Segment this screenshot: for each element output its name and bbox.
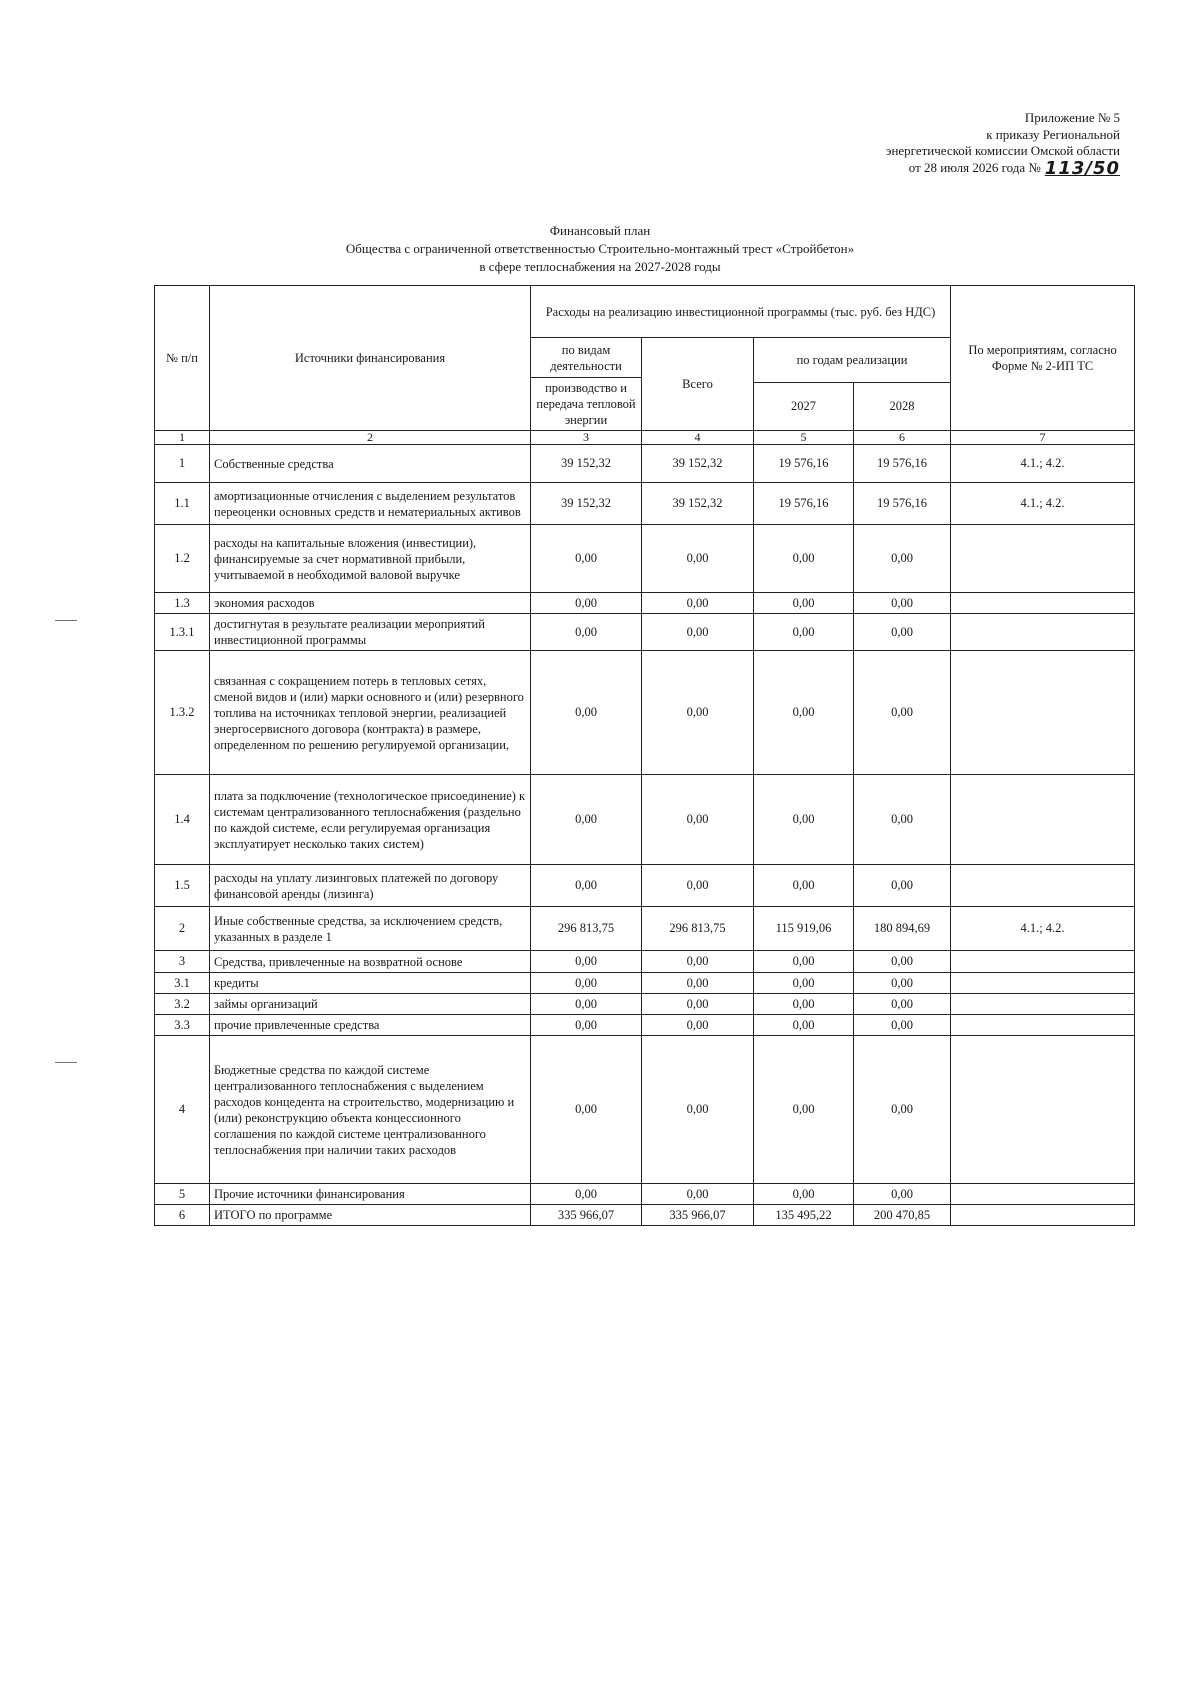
row-source-name: расходы на капитальные вложения (инвестиции), финансируемые за счет нормативной прибыли, учитываемой в необходимой валовой выручке xyxy=(210,525,531,593)
column-number-row xyxy=(155,431,1135,445)
table-row xyxy=(155,1205,1135,1226)
header-by-activity: по видам деятельности xyxy=(531,338,642,378)
row-measures xyxy=(951,973,1135,994)
row-measures: 4.1.; 4.2. xyxy=(951,907,1135,951)
row-value-total: 296 813,75 xyxy=(642,907,754,951)
row-source-name: Прочие источники финансирования xyxy=(210,1184,531,1205)
row-measures xyxy=(951,1015,1135,1036)
row-value-2028: 0,00 xyxy=(854,1015,951,1036)
row-value-2027: 0,00 xyxy=(754,865,854,907)
row-number: 5 xyxy=(155,1184,210,1205)
header-year-2027: 2027 xyxy=(754,382,854,430)
row-number: 4 xyxy=(155,1036,210,1184)
row-source-name: расходы на уплату лизинговых платежей по договору финансовой аренды (лизинга) xyxy=(210,865,531,907)
row-value-2028: 0,00 xyxy=(854,651,951,775)
row-value-production: 0,00 xyxy=(531,994,642,1015)
row-measures xyxy=(951,1184,1135,1205)
row-value-total: 0,00 xyxy=(642,994,754,1015)
row-value-2028: 19 576,16 xyxy=(854,445,951,483)
column-number: 7 xyxy=(951,431,1135,445)
row-value-total: 0,00 xyxy=(642,775,754,865)
row-number: 3.1 xyxy=(155,973,210,994)
column-number: 3 xyxy=(531,431,642,445)
row-value-2027: 0,00 xyxy=(754,651,854,775)
header-total: Всего xyxy=(642,338,754,431)
row-value-total: 335 966,07 xyxy=(642,1205,754,1226)
order-date: от 28 июля 2026 года № xyxy=(908,159,1041,175)
row-value-2028: 0,00 xyxy=(854,1184,951,1205)
row-value-2028: 200 470,85 xyxy=(854,1205,951,1226)
row-value-2027: 135 495,22 xyxy=(754,1205,854,1226)
row-number: 6 xyxy=(155,1205,210,1226)
row-number: 1.3.2 xyxy=(155,651,210,775)
row-measures xyxy=(951,1036,1135,1184)
row-value-2027: 0,00 xyxy=(754,614,854,651)
row-value-total: 0,00 xyxy=(642,973,754,994)
table-row xyxy=(155,483,1135,525)
appendix-header xyxy=(700,110,1120,177)
appendix-line: к приказу Региональной xyxy=(986,126,1120,142)
header-expenses: Расходы на реализацию инвестиционной программы (тыс. руб. без НДС) xyxy=(531,286,951,338)
row-value-2027: 0,00 xyxy=(754,1015,854,1036)
row-value-total: 0,00 xyxy=(642,951,754,973)
row-value-production: 39 152,32 xyxy=(531,445,642,483)
row-value-production: 0,00 xyxy=(531,1015,642,1036)
row-number: 1.1 xyxy=(155,483,210,525)
scan-mark xyxy=(55,1062,77,1063)
table-row xyxy=(155,593,1135,614)
row-value-production: 296 813,75 xyxy=(531,907,642,951)
row-value-production: 0,00 xyxy=(531,593,642,614)
order-number: 113/50 xyxy=(1044,157,1120,179)
row-value-production: 0,00 xyxy=(531,614,642,651)
row-value-total: 0,00 xyxy=(642,865,754,907)
column-number: 5 xyxy=(754,431,854,445)
title-line: Общества с ограниченной ответственностью Строительно-монтажный трест «Стройбетон» xyxy=(345,241,855,256)
row-value-2027: 0,00 xyxy=(754,525,854,593)
appendix-date-line xyxy=(700,157,1120,179)
row-source-name: достигнутая в результате реализации мероприятий инвестиционной программы xyxy=(210,614,531,651)
table-row xyxy=(155,1036,1135,1184)
row-source-name: кредиты xyxy=(210,973,531,994)
row-value-2028: 0,00 xyxy=(854,525,951,593)
row-value-2027: 0,00 xyxy=(754,973,854,994)
row-source-name: амортизационные отчисления с выделением результатов переоценки основных средств и нематериальных активов xyxy=(210,483,531,525)
row-value-2027: 0,00 xyxy=(754,1184,854,1205)
row-value-2028: 0,00 xyxy=(854,994,951,1015)
row-value-total: 39 152,32 xyxy=(642,445,754,483)
row-source-name: Средства, привлеченные на возвратной основе xyxy=(210,951,531,973)
table-row xyxy=(155,973,1135,994)
row-value-total: 0,00 xyxy=(642,1015,754,1036)
row-value-production: 0,00 xyxy=(531,1036,642,1184)
table-row xyxy=(155,994,1135,1015)
row-value-total: 0,00 xyxy=(642,1036,754,1184)
table-row xyxy=(155,614,1135,651)
title-line: Финансовый план xyxy=(549,223,651,238)
row-value-production: 39 152,32 xyxy=(531,483,642,525)
row-value-total: 0,00 xyxy=(642,651,754,775)
table-row xyxy=(155,775,1135,865)
row-number: 3 xyxy=(155,951,210,973)
table-row xyxy=(155,1184,1135,1205)
row-measures xyxy=(951,614,1135,651)
row-value-2027: 0,00 xyxy=(754,951,854,973)
row-number: 1.2 xyxy=(155,525,210,593)
row-value-total: 39 152,32 xyxy=(642,483,754,525)
row-source-name: ИТОГО по программе xyxy=(210,1205,531,1226)
document-title xyxy=(150,222,1050,276)
row-value-2028: 0,00 xyxy=(854,865,951,907)
row-number: 1 xyxy=(155,445,210,483)
row-number: 1.5 xyxy=(155,865,210,907)
column-number: 2 xyxy=(210,431,531,445)
row-number: 1.4 xyxy=(155,775,210,865)
title-line: в сфере теплоснабжения на 2027-2028 годы xyxy=(479,259,721,274)
header-year-2028: 2028 xyxy=(854,382,951,430)
table-row xyxy=(155,1015,1135,1036)
row-measures xyxy=(951,951,1135,973)
row-source-name: связанная с сокращением потерь в тепловых сетях, сменой видов и (или) марки основного и (или) резервного топлива на источниках тепловой энергии, реализацией энергосервисного договора (контракта) в размере, определенном по решению регулируемой организации, xyxy=(210,651,531,775)
row-value-2028: 0,00 xyxy=(854,775,951,865)
row-source-name: Собственные средства xyxy=(210,445,531,483)
row-source-name: Иные собственные средства, за исключением средств, указанных в разделе 1 xyxy=(210,907,531,951)
financial-plan-table xyxy=(154,285,1135,1226)
column-number: 4 xyxy=(642,431,754,445)
row-value-2027: 115 919,06 xyxy=(754,907,854,951)
row-value-total: 0,00 xyxy=(642,614,754,651)
header-production: производство и передача тепловой энергии xyxy=(531,378,642,431)
row-source-name: Бюджетные средства по каждой системе централизованного теплоснабжения с выделением расходов концедента на строительство, модернизацию и (или) реконструкцию объекта концессионного соглашения по каждой системе централизованного теплоснабжения при наличии таких расходов xyxy=(210,1036,531,1184)
row-measures xyxy=(951,994,1135,1015)
table-row xyxy=(155,951,1135,973)
row-measures xyxy=(951,525,1135,593)
row-value-total: 0,00 xyxy=(642,1184,754,1205)
row-measures xyxy=(951,775,1135,865)
row-value-production: 0,00 xyxy=(531,951,642,973)
row-measures xyxy=(951,865,1135,907)
header-by-years: по годам реализации xyxy=(754,338,951,383)
row-measures: 4.1.; 4.2. xyxy=(951,445,1135,483)
row-number: 1.3 xyxy=(155,593,210,614)
table-row xyxy=(155,651,1135,775)
row-value-2028: 0,00 xyxy=(854,973,951,994)
appendix-line: энергетической комиссии Омской области xyxy=(885,143,1120,158)
row-value-production: 335 966,07 xyxy=(531,1205,642,1226)
row-number: 3.3 xyxy=(155,1015,210,1036)
row-value-2027: 19 576,16 xyxy=(754,483,854,525)
row-value-total: 0,00 xyxy=(642,525,754,593)
header-source: Источники финансирования xyxy=(210,286,531,431)
table-row xyxy=(155,865,1135,907)
table-row xyxy=(155,525,1135,593)
row-measures xyxy=(951,593,1135,614)
row-value-2027: 0,00 xyxy=(754,994,854,1015)
table-row xyxy=(155,445,1135,483)
row-value-2027: 19 576,16 xyxy=(754,445,854,483)
column-number: 6 xyxy=(854,431,951,445)
appendix-line: Приложение № 5 xyxy=(1024,110,1120,125)
row-number: 2 xyxy=(155,907,210,951)
row-value-total: 0,00 xyxy=(642,593,754,614)
table-body xyxy=(155,445,1135,1226)
row-value-production: 0,00 xyxy=(531,525,642,593)
header-num: № п/п xyxy=(155,286,210,431)
row-value-production: 0,00 xyxy=(531,1184,642,1205)
row-number: 3.2 xyxy=(155,994,210,1015)
row-value-2028: 0,00 xyxy=(854,614,951,651)
row-value-2028: 0,00 xyxy=(854,951,951,973)
row-source-name: займы организаций xyxy=(210,994,531,1015)
row-measures: 4.1.; 4.2. xyxy=(951,483,1135,525)
row-value-production: 0,00 xyxy=(531,651,642,775)
row-value-production: 0,00 xyxy=(531,865,642,907)
row-value-production: 0,00 xyxy=(531,973,642,994)
row-value-production: 0,00 xyxy=(531,775,642,865)
table-row xyxy=(155,907,1135,951)
column-number: 1 xyxy=(155,431,210,445)
row-value-2027: 0,00 xyxy=(754,593,854,614)
scan-mark xyxy=(55,620,77,621)
row-source-name: экономия расходов xyxy=(210,593,531,614)
row-value-2028: 180 894,69 xyxy=(854,907,951,951)
row-value-2028: 19 576,16 xyxy=(854,483,951,525)
row-source-name: плата за подключение (технологическое присоединение) к системам централизованного теплоснабжения (раздельно по каждой системе, если регулируемая организация эксплуатирует несколько таких систем) xyxy=(210,775,531,865)
row-measures xyxy=(951,651,1135,775)
header-measures: По мероприятиям, согласно Форме № 2-ИП ТС xyxy=(951,286,1135,431)
row-value-2028: 0,00 xyxy=(854,593,951,614)
row-value-2027: 0,00 xyxy=(754,775,854,865)
row-number: 1.3.1 xyxy=(155,614,210,651)
row-source-name: прочие привлеченные средства xyxy=(210,1015,531,1036)
row-value-2028: 0,00 xyxy=(854,1036,951,1184)
row-value-2027: 0,00 xyxy=(754,1036,854,1184)
row-measures xyxy=(951,1205,1135,1226)
